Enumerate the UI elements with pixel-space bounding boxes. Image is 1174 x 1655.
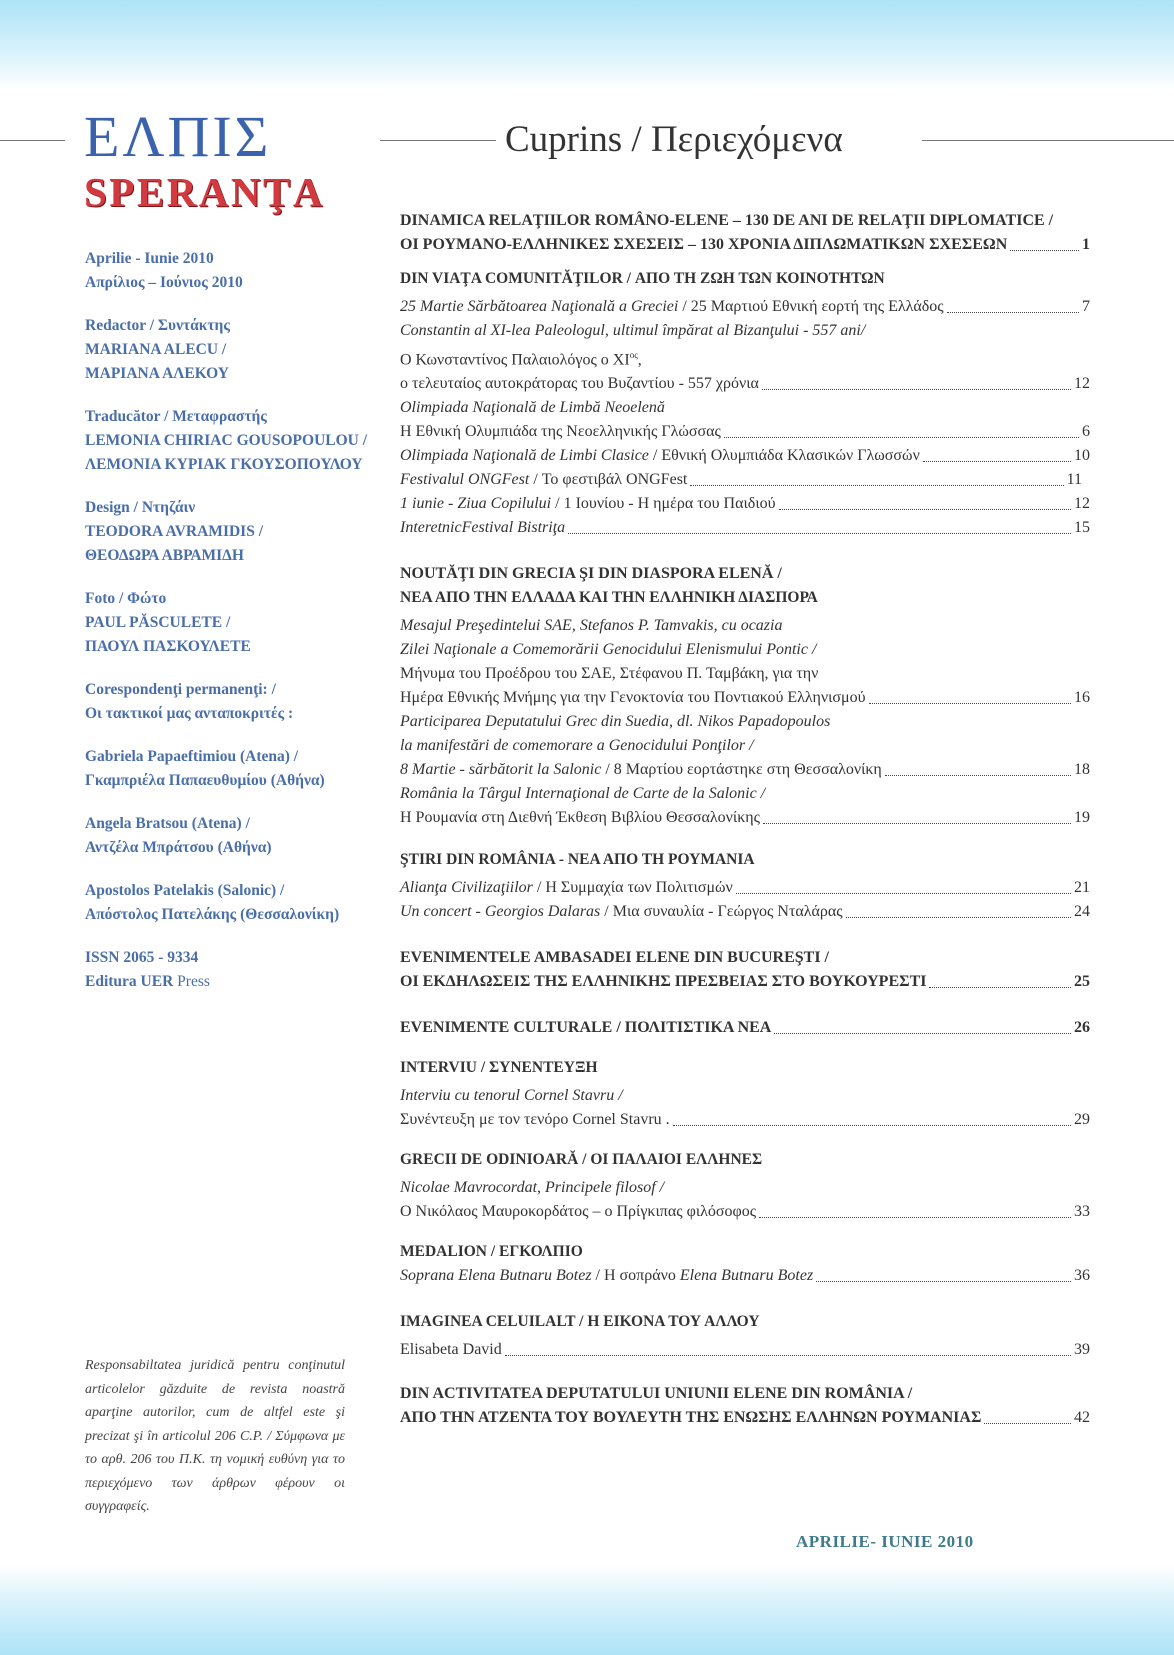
toc-entry[interactable] [400,876,1090,900]
toc-entry-title-ro[interactable]: Olimpiada Naţională de Limbă Neoelenă [400,399,665,417]
correspondent-1-gr: Γκαμπριέλα Παπαευθυμίου (Αθήνα) [85,772,325,789]
issue-date [85,247,375,295]
toc-section-title: INTERVIU / ΣΥΝΕΝΤΕΥΞΗ [400,1059,598,1077]
toc-entry-title-ro[interactable]: Constantin al XI-lea Paleologul, ultimul împărat al Bizanţului - 557 ani/ [400,322,866,339]
toc-entry[interactable] [400,1264,1090,1288]
page-number: 25 [1074,973,1090,991]
toc-entry-title-gr: / 1 Ιουνίου - Η ημέρα του Παιδιού [551,495,776,513]
toc-entry-title-ro[interactable]: Zilei Naţionale a Comemorării Genocidului Elenismului Pontic / [400,641,817,659]
toc-entry-title-gr: Η Εθνική Ολυμπιάδα της Νεοελληνικής Γλώσσας [400,423,721,441]
dot-leader [690,485,1063,486]
editor-label: Redactor / Συντάκτης [85,317,230,334]
photo-label: Foto / Φώτο [85,590,167,607]
toc-section-title: ΑΠΟ ΤΗΝ ΑΤΖΕΝΤΑ ΤΟΥ ΒΟΥΛΕΥΤΗ ΤΗΣ ΕΝΩΣΗΣ ΕΛΛΗΝΩΝ ΡΟΥΜΑΝΙΑΣ [400,1409,982,1427]
correspondent-3 [85,879,375,927]
design-name-gr: ΘΕΟΔΩΡΑ ΑΒΡΑΜΙΔΗ [85,547,244,564]
page-number: 21 [1074,879,1090,897]
page-number: 1 [1082,236,1090,253]
toc-entry[interactable] [400,372,1090,396]
page-number: 16 [1074,689,1090,707]
correspondent-1-ro: Gabriela Papaeftimiou (Atena) / [85,748,299,765]
translator-name-gr: ΛΕΜΟΝΙΑ ΚΥΡΙΑΚ ΓΚΟΥΣΟΠΟΥΛΟΥ [85,456,363,473]
toc-section-interview [400,1056,1090,1132]
dot-leader [505,1355,1071,1356]
dot-leader [762,389,1071,390]
toc-section-title: ΝΕΑ ΑΠΟ ΤΗΝ ΕΛΛΑΔΑ ΚΑΙ ΤΗΝ ΕΛΛΗΝΙΚΗ ΔΙΑΣΠΟΡΑ [400,589,818,607]
toc-entry-text: Ο Κωνσταντίνος Παλαιολόγος ο ΧΙ [400,351,630,369]
page-number: 33 [1074,1203,1090,1221]
correspondent-1 [85,745,375,793]
toc-entry-title-ro[interactable]: la manifestări de comemorare a Genocidului Ponţilor / [400,737,754,755]
toc-section-title: DINAMICA RELAŢIILOR ROMÂNO-ELENE – 130 DE ANI DE RELAŢII DIPLOMATICE / [400,212,1054,229]
toc-entry[interactable] [400,468,1082,492]
toc-entry[interactable] [400,295,1090,319]
photo-name-ro: PAUL PĂSCULETE / [85,614,231,631]
toc-entry[interactable] [400,492,1090,516]
title-rule-right [922,140,1174,141]
dot-leader [673,1125,1071,1126]
correspondent-2-gr: Αντζέλα Μπράτσου (Αθήνα) [85,839,272,856]
toc-entry-title-gr: Η Ρουμανία στη Διεθνή Έκθεση Βιβλίου Θεσσαλονίκης [400,809,760,827]
correspondent-2-ro: Angela Bratsou (Atena) / [85,815,250,832]
toc-entry[interactable] [400,1338,1090,1362]
logo-romanian: SPERANŢA [84,169,325,215]
dot-leader [929,987,1071,988]
toc-entry-title-gr: Συνέντευξη με τον τενόρο Cornel Stavru . [400,1111,670,1129]
toc-entry-title-gr: / 25 Μαρτιού Εθνική εορτή της Ελλάδος [678,298,944,315]
toc-entry-title-gr: ο τελευταίος αυτοκράτορας του Βυζαντίου - 557 χρόνια [400,375,759,393]
page-number: 39 [1074,1341,1090,1359]
toc-section-title: GRECII DE ODINIOARĂ / ΟΙ ΠΑΛΑΙΟΙ ΕΛΛΗΝΕΣ [400,1151,763,1169]
page-number: 10 [1074,447,1090,465]
page-title: Cuprins / Περιεχόμενα [505,119,843,160]
correspondents-label-gr: Οι τακτικοί μας ανταποκριτές : [85,705,294,722]
correspondents-label [85,678,375,726]
toc-entry-title-name: Elena Butnaru Botez [679,1267,814,1285]
publisher [85,970,375,994]
toc-entry-title-ro[interactable]: Participarea Deputatului Grec din Suedia, dl. Nikos Papadopoulos [400,713,831,731]
dot-leader [984,1423,1071,1424]
dot-leader [947,312,1079,313]
editor-name-gr: ΜΑΡΙΑΝΑ ΑΛΕΚΟΥ [85,365,229,382]
toc-entry[interactable] [400,233,1090,257]
dot-leader [1010,250,1079,251]
correspondent-2 [85,812,375,860]
top-gradient-band [0,0,1174,90]
toc-entry-title-ro[interactable]: Mesajul Preşedintelui SAE, Stefanos P. Tamvakis, cu ocazia [400,617,783,635]
page-number: 6 [1082,423,1090,441]
editor-credit [85,314,375,386]
footer-issue-date: APRILIE- IUNIE 2010 [796,1532,974,1551]
correspondent-3-gr: Απόστολος Πατελάκης (Θεσσαλονίκη) [85,906,340,923]
toc-entry-title-ro: 25 Martie Sărbătoarea Naţională a Greciei [400,298,679,315]
legal-notice: Responsabiltatea juridică pentru conţinutul articolelor găzduite de revista noastră aparţine autorilor, cum de altfel este şi precizat şi în articolul 206 C.P. / Σύμφωνα με το αρθ. 206 του Π.Κ. τη νομική ευθύνη για το περιεχόμενο των άρθρων φέρουν οι συγγραφείς. [85,1358,345,1514]
issn: ISSN 2065 - 9334 [85,949,199,966]
dot-leader [759,1217,1071,1218]
page-number: 29 [1074,1111,1090,1129]
masthead [85,247,375,1013]
toc-entry[interactable] [400,806,1090,830]
toc-section-community-life [400,267,1090,540]
bottom-gradient-band [0,1565,1174,1655]
toc-entry-title-ro: 8 Martie - sărbătorit la Salonic [400,761,602,779]
publisher-name: Editura UER [85,973,174,990]
logo-greek: ΕΛΠΙΣ [84,104,272,169]
page-number: 7 [1082,298,1090,315]
toc-section-cultural-events [400,1016,1090,1040]
toc-section-title: ΟΙ ΕΚΔΗΛΩΣΕΙΣ ΤΗΣ ΕΛΛΗΝΙΚΗΣ ΠΡΕΣΒΕΙΑΣ ΣΤΟ ΒΟΥΚΟΥΡΕΣΤΙ [400,973,927,991]
toc-section-title: DIN ACTIVITATEA DEPUTATULUI UNIUNII ELENE DIN ROMÂNIA / [400,1385,913,1403]
page-number: 12 [1074,495,1090,513]
page-number: 19 [1074,809,1090,827]
dot-leader [736,893,1071,894]
issue-date-gr: Απρίλιος – Ιούνιος 2010 [85,274,243,291]
toc-entry-title-ro: 1 iunie - Ziua Copilului [400,495,552,513]
dot-leader [923,461,1071,462]
toc-entry[interactable] [400,1200,1090,1224]
page-number: 18 [1074,761,1090,779]
toc-section-title: NOUTĂŢI DIN GRECIA ŞI DIN DIASPORA ELENĂ / [400,565,782,583]
toc-entry-title-ro[interactable]: Nicolae Mavrocordat, Principele filosof / [400,1179,665,1197]
design-label: Design / Ντηζάιν [85,499,196,516]
page-number: 11 [1066,471,1082,489]
dot-leader [724,437,1079,438]
dot-leader [568,533,1071,534]
left-rule [0,140,65,141]
toc-section-title: EVENIMENTE CULTURALE / ΠΟΛΙΤΙΣΤΙΚΑ ΝΕΑ [400,1019,772,1037]
toc-section-title: MEDALION / ΕΓΚΟΛΠΙΟ [400,1243,583,1261]
translator-credit [85,405,375,477]
toc-section-embassy-events [400,946,1090,994]
page-number: 36 [1074,1267,1090,1285]
toc-section-title: IMAGINEA CELUILALT / Η ΕΙΚΟΝΑ ΤΟΥ ΑΛΛΟΥ [400,1313,760,1331]
toc-entry[interactable] [400,420,1090,444]
toc-section-title: DIN VIAŢA COMUNITĂŢILOR / ΑΠΟ ΤΗ ΖΩΗ ΤΩΝ ΚΟΙΝΟΤΗΤΩΝ [400,270,885,287]
toc-entry-title-gr: / 8 Μαρτίου εορτάστηκε στη Θεσσαλονίκη [601,761,882,779]
correspondents-label-ro: Corespondenţi permanenţi: / [85,681,276,698]
dot-leader [779,509,1071,510]
toc-entry[interactable] [400,900,1090,924]
toc-entry[interactable] [400,1108,1090,1132]
toc-entry-title-gr[interactable]: Μήνυμα του Προέδρου του ΣΑΕ, Στέφανου Π. Ταμβάκη, για την [400,665,819,683]
page-number: 12 [1074,375,1090,393]
dot-leader [885,775,1071,776]
toc-entry-text: , [637,351,642,369]
toc-section-romania-news [400,848,1090,924]
toc-entry-title-gr: / Η σοπράνο [591,1267,680,1285]
toc-entry-title-gr[interactable] [400,343,1090,372]
toc-section-title: ΟΙ ΡΟΥΜΑΝΟ-ΕΛΛΗΝΙΚΕΣ ΣΧΕΣΕΙΣ – 130 ΧΡΟΝΙΑ ΔΙΠΛΩΜΑΤΙΚΩΝ ΣΧΕΣΕΩΝ [400,236,1008,253]
dot-leader [816,1281,1071,1282]
toc-section-diplomatic-relations [400,209,1090,257]
issue-date-ro: Aprilie - Iunie 2010 [85,250,214,267]
toc-entry[interactable] [400,758,1090,782]
page-number: 26 [1074,1019,1090,1037]
toc-entry[interactable] [400,1406,1090,1430]
toc-entry-title-ro: Un concert - Georgios Dalaras [400,903,601,921]
editor-name-ro: MARIANA ALECU / [85,341,227,358]
title-rule-left [380,140,496,141]
photo-credit [85,587,375,659]
translator-name-ro: LEMONIA CHIRIAC GOUSOPOULOU / [85,432,368,449]
toc-entry-title: Elisabeta David [400,1341,502,1359]
toc-entry-title-ro: Soprana Elena Butnaru Botez [400,1267,592,1285]
toc-entry-title-gr: / Μια συναυλία - Γεώργος Νταλάρας [600,903,843,921]
dot-leader [869,703,1071,704]
toc-entry-title-ro[interactable]: România la Târgul Internaţional de Carte de la Salonic / [400,785,766,803]
photo-name-gr: ΠΑΟΥΛ ΠΑΣΚΟΥΛΕΤΕ [85,638,251,655]
toc-section-greece-news [400,562,1090,830]
toc-entry-title-ro: Alianţa Civilizaţiilor [400,879,533,897]
toc-entry-title-gr: Ημέρα Εθνικής Μνήμης για την Γενοκτονία του Ποντιακού Ελληνισμού [400,689,866,707]
design-name-ro: TEODORA AVRAMIDIS / [85,523,264,540]
page-number: 15 [1074,519,1090,537]
dot-leader [763,823,1071,824]
correspondent-3-ro: Apostolos Patelakis (Salonic) / [85,882,285,899]
toc-section-title: ŞTIRI DIN ROMÂNIA - ΝΕΑ ΑΠΟ ΤΗ ΡΟΥΜΑΝΙΑ [400,851,755,869]
toc-section-medallion [400,1240,1090,1288]
toc-section-deputy-activity [400,1382,1090,1430]
ordinal-superscript: ος [629,350,638,360]
page-number: 42 [1074,1409,1090,1427]
toc-entry-title-gr: / Το φεστιβάλ ONGFest [529,471,688,489]
toc-entry-title-ro: InteretnicFestival Bistriţa [400,519,566,537]
toc-entry-title-gr: Ο Νικόλαος Μαυροκορδάτος – ο Πρίγκιπας φιλόσοφος [400,1203,757,1221]
toc-entry[interactable] [400,516,1090,540]
toc-entry-title-gr: / Η Συμμαχία των Πολιτισμών [532,879,733,897]
toc-entry-title-ro: Olimpiada Naţională de Limbi Clasice [400,447,649,465]
design-credit [85,496,375,568]
table-of-contents [400,209,1090,1444]
page-number: 24 [1074,903,1090,921]
toc-section-image-of-other [400,1310,1090,1362]
toc-entry-title-gr: / Εθνική Ολυμπιάδα Κλασικών Γλωσσών [648,447,920,465]
publisher-suffix: Press [177,973,210,990]
toc-entry-title-ro[interactable]: Interviu cu tenorul Cornel Stavru / [400,1087,623,1105]
toc-section-old-greeks [400,1148,1090,1224]
dot-leader [774,1033,1071,1034]
dot-leader [846,917,1071,918]
toc-section-title: EVENIMENTELE AMBASADEI ELENE DIN BUCUREŞTI / [400,949,829,967]
publication-info [85,946,375,994]
toc-entry[interactable] [400,1016,1090,1040]
toc-entry[interactable] [400,444,1090,468]
toc-entry[interactable] [400,686,1090,710]
toc-entry[interactable] [400,970,1090,994]
translator-label: Traducător / Μεταφραστής [85,408,267,425]
toc-entry-title-ro: Festivalul ONGFest [400,471,530,489]
